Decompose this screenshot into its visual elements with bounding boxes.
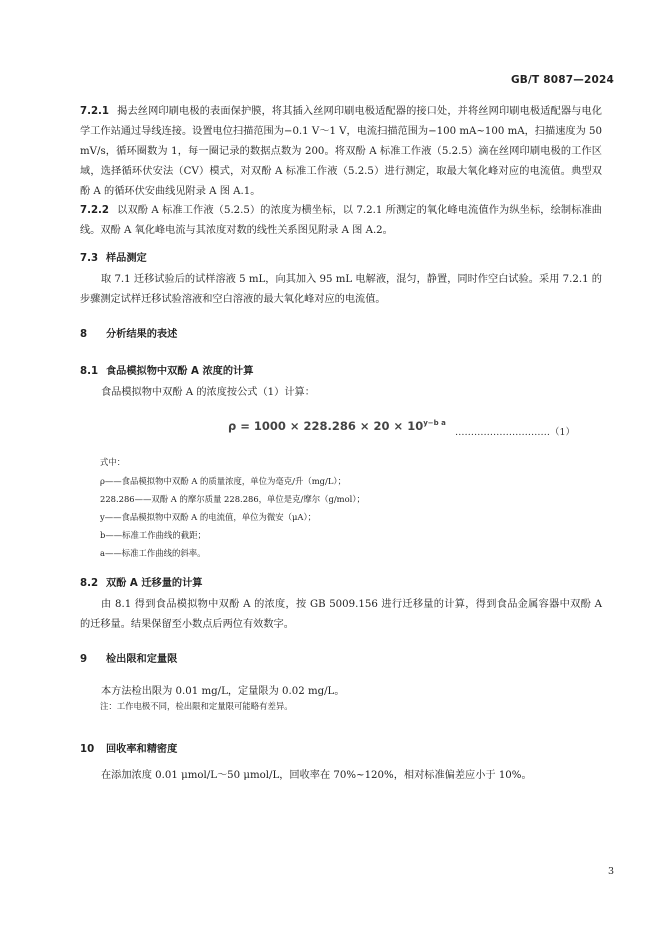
- paragraph-8-2: 由 8.1 得到食品模拟物中双酚 A 的浓度，按 GB 5009.156 进行迁移量的计算，得到食品金属容器中双酚 A 的迁移量。结果保留至小数点后两位有效数字。: [80, 599, 602, 630]
- formula-intro: 食品模拟物中双酚 A 的浓度按公式（1）计算：: [101, 387, 315, 398]
- page-number: 3: [607, 866, 614, 877]
- paragraph-7-2-2: [80, 201, 602, 241]
- var-rho: ρ——食品模拟物中双酚 A 的质量浓度，单位为毫克/升（mg/L）；: [100, 476, 346, 486]
- heading-number: 8.2: [80, 578, 99, 589]
- heading-title: 样品测定: [106, 253, 147, 264]
- formula-main: ρ = 1000 × 228.286 × 20 × 10: [228, 419, 424, 433]
- heading-number: 8.1: [80, 366, 99, 377]
- heading-title: 检出限和定量限: [106, 654, 178, 665]
- heading-number: 10: [80, 744, 95, 755]
- var-b: b——标准工作曲线的截距；: [100, 530, 206, 540]
- standard-number: GB/T 8087—2024: [510, 74, 614, 86]
- formula-exponent: y−b a: [423, 419, 446, 428]
- heading-number: 7.3: [80, 253, 99, 264]
- heading-title: 双酚 A 迁移量的计算: [106, 578, 203, 589]
- var-molar-mass: 228.286——双酚 A 的摩尔质量 228.286，单位是克/摩尔（g/mol）；: [100, 494, 365, 504]
- paragraph-7-3: 取 7.1 迁移试验后的试样溶液 5 mL，向其加入 95 mL 电解液，混匀，静置，同时作空白试验。采用 7.2.1 的步骤测定试样迁移试验溶液和空白溶液的最大氧化峰对应的电流值。: [80, 274, 602, 305]
- heading-8: [80, 325, 177, 340]
- heading-title: 分析结果的表述: [106, 329, 178, 340]
- var-a: a——标准工作曲线的斜率。: [100, 548, 206, 558]
- heading-number: 9: [80, 654, 88, 665]
- heading-7-3: [80, 249, 147, 264]
- heading-title: 回收率和精密度: [106, 744, 178, 755]
- paragraph-7-2-1: [80, 102, 602, 202]
- paragraph-9: 本方法检出限为 0.01 mg/L，定量限为 0.02 mg/L。: [101, 686, 345, 697]
- where-label: 式中：: [100, 457, 126, 467]
- clause-number: 7.2.2: [80, 205, 110, 216]
- heading-8-2: [80, 574, 202, 589]
- heading-10: [80, 740, 177, 755]
- heading-title: 食品模拟物中双酚 A 浓度的计算: [106, 366, 254, 377]
- note-9: 注：工作电极不同，检出限和定量限可能略有差异。: [100, 701, 293, 711]
- heading-8-1: [80, 362, 253, 377]
- heading-9: [80, 650, 177, 665]
- heading-number: 8: [80, 329, 88, 340]
- clause-text: 以双酚 A 标准工作液（5.2.5）的浓度为横坐标，以 7.2.1 所测定的氧化峰电流值作为纵坐标，绘制标准曲线。双酚 A 氧化峰电流与其浓度对数的线性关系图见附录 A 图 A.2。: [80, 205, 602, 236]
- clause-number: 7.2.1: [80, 106, 110, 117]
- formula-1: [228, 419, 446, 433]
- var-y: y——食品模拟物中双酚 A 的电流值，单位为微安（μA）；: [100, 512, 317, 522]
- paragraph-10: 在添加浓度 0.01 μmol/L～50 μmol/L，回收率在 70%~120%，相对标准偏差应小于 10%。: [101, 770, 532, 781]
- formula-number: …………………………（1）: [455, 427, 576, 438]
- clause-text: 揭去丝网印刷电极的表面保护膜，将其插入丝网印刷电极适配器的接口处，并将丝网印刷电极适配器与电化学工作站通过导线连接。设置电位扫描范围为−0.1 V～1 V，电流扫描范围为−100 mA~100 mA，扫描速度为 50 mV/s，循环圈数为 1，每一圈记录的数据点数为 200。将双酚 A 标准工作液（5.2.5）滴在丝网印刷电极的工作区域，选择循环伏安法（CV）模式，对双酚 A 标准工作液（5.2.5）进行测定，取最大氧化峰对应的电流值。典型双酚 A 的循环伏安曲线见附录 A 图 A.1。: [80, 106, 602, 197]
